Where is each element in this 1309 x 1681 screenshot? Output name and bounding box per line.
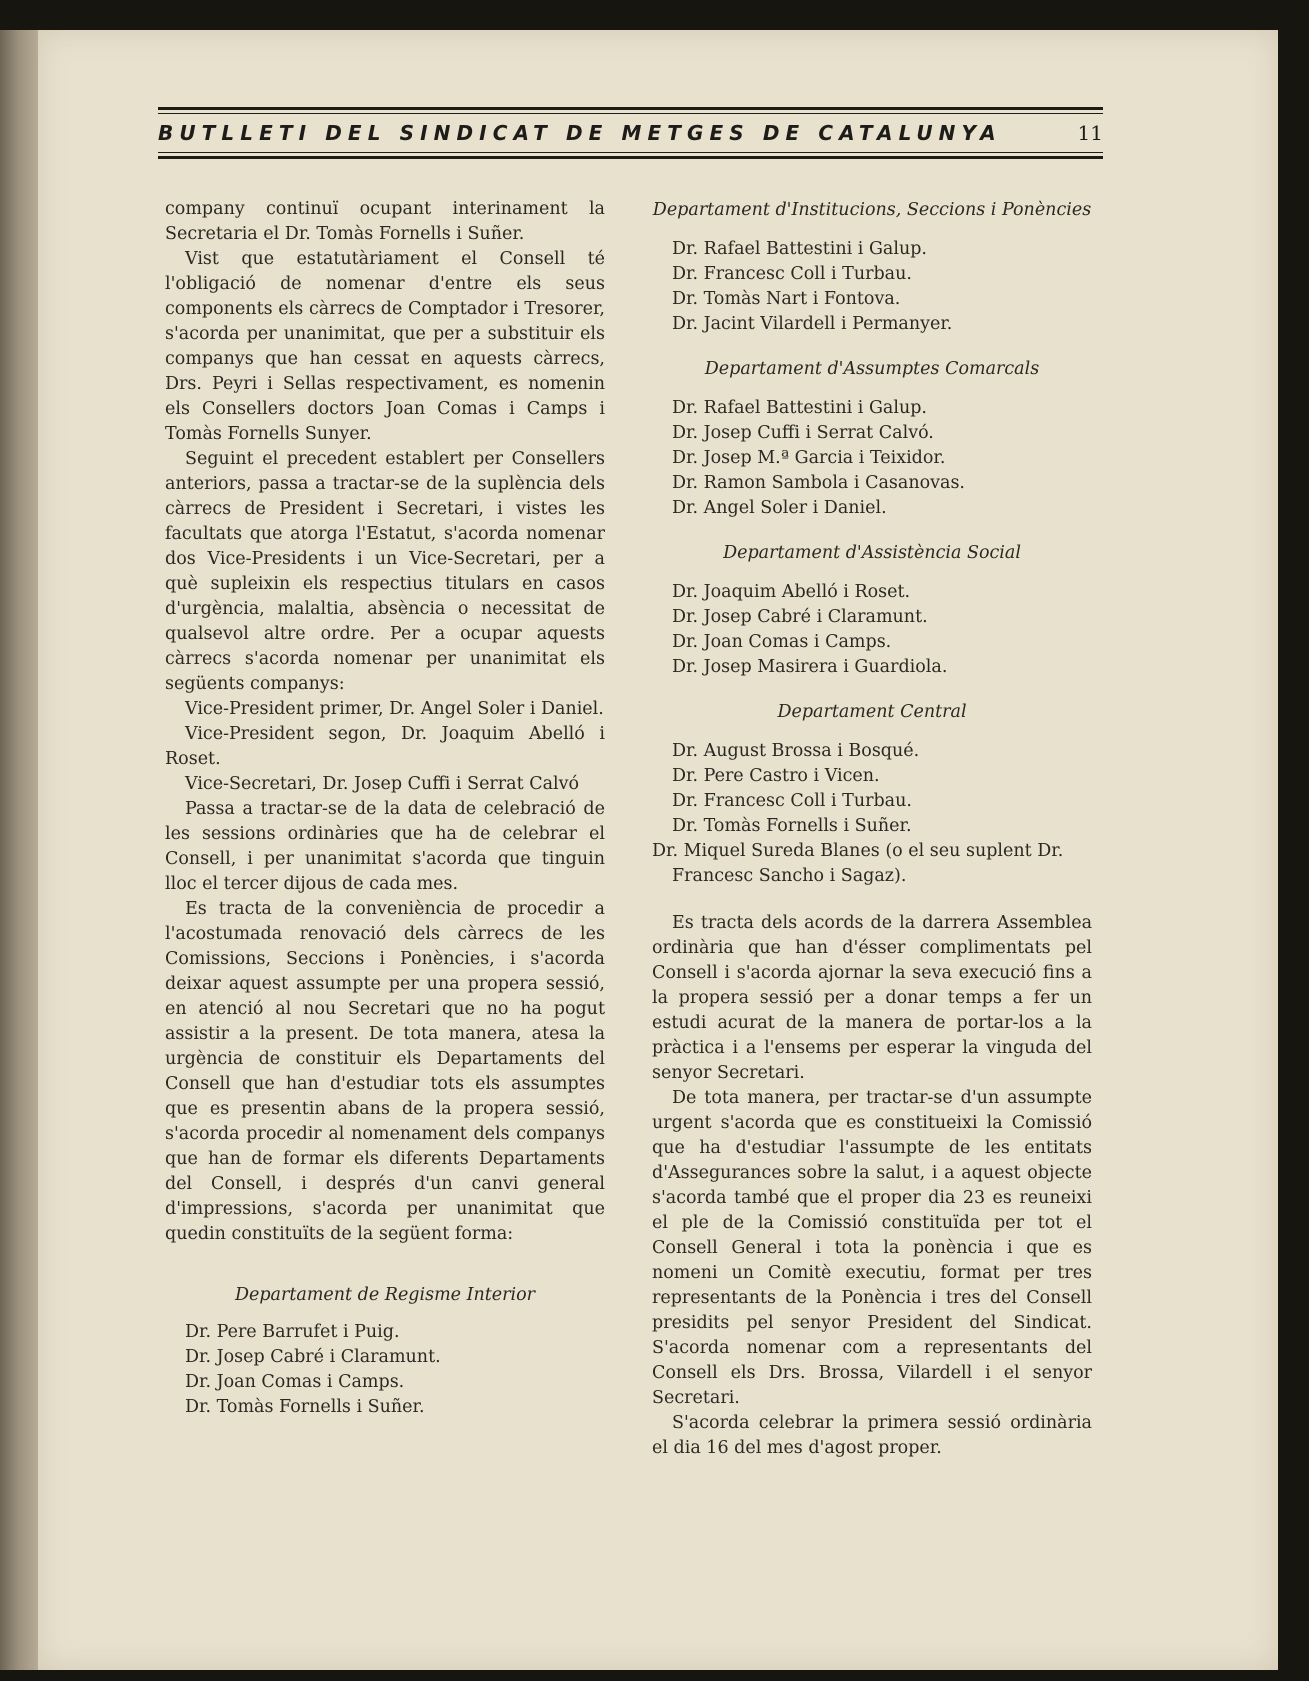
header-rule-bottom-thin xyxy=(158,152,1103,153)
list-item: Dr. Angel Soler i Daniel. xyxy=(672,498,887,518)
list-item: Dr. Miquel Sureda Blanes (o el seu suplent Dr. Francesc Sancho i Sagaz). xyxy=(652,841,1064,886)
list-item: Dr. Tomàs Fornells i Suñer. xyxy=(672,816,912,836)
list-item: Dr. Tomàs Fornells i Suñer. xyxy=(185,1397,425,1417)
list-item: Dr. August Brossa i Bosqué. xyxy=(672,741,920,761)
list-item: Dr. Francesc Coll i Turbau. xyxy=(672,791,912,811)
member-list xyxy=(652,580,1092,680)
paragraph: Vice-President segon, Dr. Joaquim Abelló i Roset. xyxy=(165,724,605,769)
section-heading: Departament d'Assumptes Comarcals xyxy=(704,359,1040,379)
list-item: Dr. Josep M.ª Garcia i Teixidor. xyxy=(672,448,946,468)
list-item: Dr. Rafael Battestini i Galup. xyxy=(672,398,927,418)
paragraph: Vice-President primer, Dr. Angel Soler i Daniel. xyxy=(185,699,604,719)
list-item: Dr. Pere Barrufet i Puig. xyxy=(185,1322,400,1342)
paragraph: company continuï ocupant interinament la Secretaria el Dr. Tomàs Fornells i Suñer. xyxy=(165,199,605,244)
section-heading: Departament Central xyxy=(777,702,967,722)
section-heading: Departament d'Assistència Social xyxy=(723,543,1021,563)
list-item: Dr. Tomàs Nart i Fontova. xyxy=(672,289,901,309)
list-item: Dr. Pere Castro i Vicen. xyxy=(672,766,880,786)
list-item: Dr. Joan Comas i Camps. xyxy=(185,1372,405,1392)
list-item: Dr. Francesc Coll i Turbau. xyxy=(672,264,912,284)
list-item: Dr. Rafael Battestini i Galup. xyxy=(672,239,927,259)
list-item: Dr. Josep Cabré i Claramunt. xyxy=(672,607,928,627)
paragraph: Seguint el precedent establert per Consellers anteriors, passa a tractar-se de la suplència dels càrrecs de President i Secretari, i vistes les facultats que atorga l'Estatut, s'acorda nomenar dos Vice-Presidents i un Vice-Secretari, per a què supleixin els respectius titulars en casos d'urgència, malaltia, absència o necessitat de qualsevol altre ordre. Per a ocupar aquests càrrecs s'acorda nomenar per unanimitat els següents companys: xyxy=(165,449,605,694)
list-item: Dr. Josep Cabré i Claramunt. xyxy=(185,1347,441,1367)
journal-title: BUTLLETI DEL SINDICAT DE METGES DE CATALUNYA xyxy=(158,121,1002,145)
list-item: Dr. Jacint Vilardell i Permanyer. xyxy=(672,314,953,334)
running-header xyxy=(158,107,1103,159)
member-list xyxy=(165,1320,605,1420)
paragraph: Passa a tractar-se de la data de celebració de les sessions ordinàries que ha de celebrar el Consell, i per unanimitat s'acorda que tinguin lloc el tercer dijous de cada mes. xyxy=(165,799,605,894)
list-item: Dr. Josep Masirera i Guardiola. xyxy=(672,657,948,677)
page-number: 11 xyxy=(1077,121,1103,145)
paragraph: Vist que estatutàriament el Consell té l'obligació de nomenar d'entre els seus components els càrrecs de Comptador i Tresorer, s'acorda per unanimitat, que per a substituir els companys que han cessat en aquests càrrecs, Drs. Peyri i Sellas respectivament, es nomenin els Consellers doctors Joan Comas i Camps i Tomàs Fornells Sunyer. xyxy=(165,249,605,444)
header-rule-top xyxy=(158,107,1103,110)
paragraph: Es tracta de la conveniència de procedir a l'acostumada renovació dels càrrecs de les Comissions, Seccions i Ponències, i s'acorda deixar aquest assumpte per una propera sessió, en atenció al nou Secretari que no ha pogut assistir a la present. De tota manera, atesa la urgència de constituir els Departaments del Consell que han d'estudiar tots els assumptes que es presentin abans de la propera sessió, s'acorda procedir al nomenament dels companys que han de formar els diferents Departaments del Consell, i després d'un canvi general d'impressions, s'acorda per unanimitat que quedin constituïts de la següent forma: xyxy=(165,899,605,1244)
member-list xyxy=(652,237,1092,337)
header-row xyxy=(158,114,1103,152)
section-heading: Departament d'Institucions, Seccions i Ponències xyxy=(652,200,1092,220)
paragraph: De tota manera, per tractar-se d'un assumpte urgent s'acorda que es constitueixi la Comissió que ha d'estudiar l'assumpte de les entitats d'Assegurances sobre la salut, i a aquest objecte s'acorda també que el proper dia 23 es reuneixi el ple de la Comissió constituïda per tot el Consell General i tota la ponència i que es nomeni un Comitè executiu, format per tres representants de la Ponència i tres del Consell presidits pel senyor President del Sindicat. S'acorda nomenar com a representants del Consell els Drs. Brossa, Vilardell i el senyor Secretari. xyxy=(652,1088,1092,1408)
list-item: Dr. Josep Cuffi i Serrat Calvó. xyxy=(672,423,934,443)
list-item: Dr. Joaquim Abelló i Roset. xyxy=(672,582,911,602)
previous-page-edge xyxy=(0,30,40,1670)
paragraph: S'acorda celebrar la primera sessió ordinària el dia 16 del mes d'agost proper. xyxy=(652,1413,1092,1458)
list-item: Dr. Ramon Sambola i Casanovas. xyxy=(672,473,965,493)
header-rule-bottom xyxy=(158,156,1103,159)
member-list xyxy=(652,396,1092,521)
member-list xyxy=(652,739,1092,889)
paragraph: Es tracta dels acords de la darrera Assemblea ordinària que han d'ésser complimentats pel Consell i s'acorda ajornar la seva execució fins a la propera sessió per a donar temps a fer un estudi acurat de la manera de portar-los a la pràctica i a l'ensems per esperar la vinguda del senyor Secretari. xyxy=(652,913,1092,1083)
list-item: Dr. Joan Comas i Camps. xyxy=(672,632,892,652)
left-column xyxy=(165,197,605,1420)
right-column xyxy=(652,198,1092,1461)
section-heading: Departament de Regisme Interior xyxy=(234,1285,536,1305)
paragraph: Vice-Secretari, Dr. Josep Cuffi i Serrat Calvó xyxy=(185,774,580,794)
